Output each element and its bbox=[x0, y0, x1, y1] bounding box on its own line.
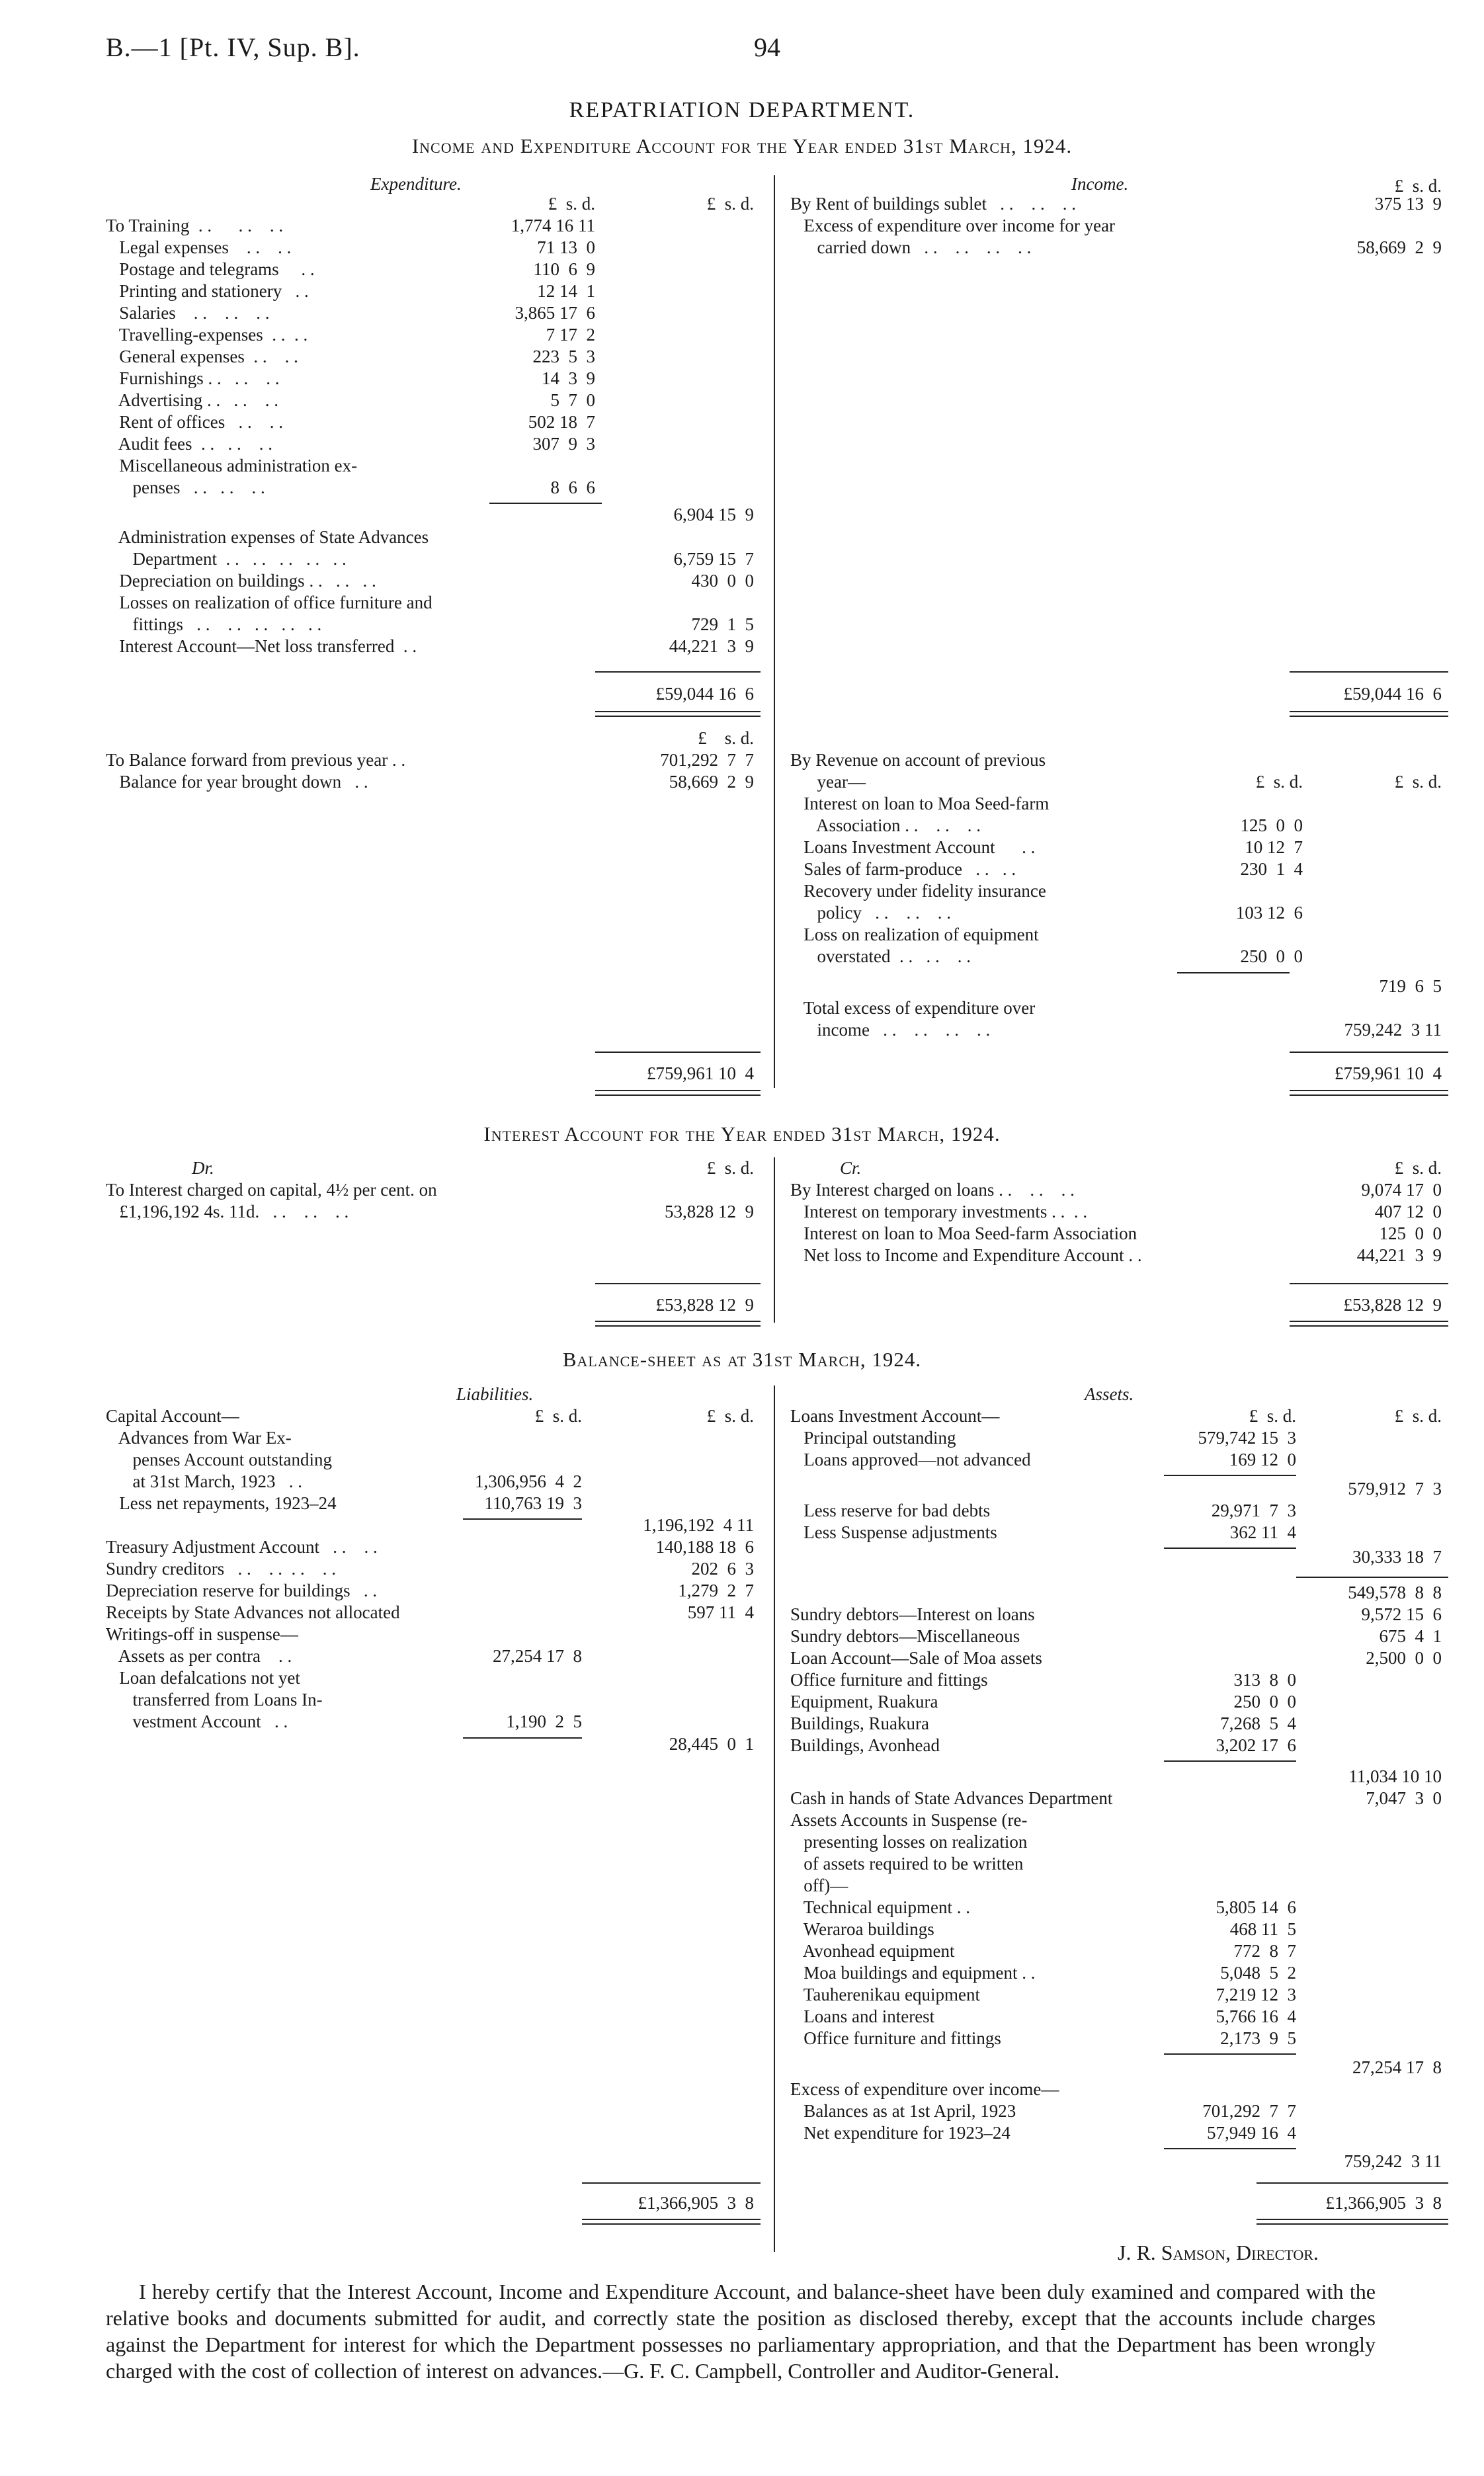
rule bbox=[489, 503, 602, 504]
asset-amount: 29,971 7 3 bbox=[1211, 1501, 1296, 1520]
rule bbox=[1257, 2182, 1448, 2184]
expenditure-heading: Expenditure. bbox=[370, 174, 462, 194]
liabilities-heading: Liabilities. bbox=[456, 1384, 534, 1404]
rule bbox=[595, 1283, 761, 1284]
liab-amount: 1,196,192 4 11 bbox=[643, 1515, 754, 1535]
asset-amount: 5,048 5 2 bbox=[1220, 1963, 1296, 1983]
liab-amount: 597 11 4 bbox=[687, 1602, 754, 1622]
double-rule bbox=[595, 1090, 761, 1096]
exp-total: £59,044 16 6 bbox=[655, 684, 754, 704]
interest-amount: 407 12 0 bbox=[1374, 1202, 1442, 1221]
exp-amount: 729 1 5 bbox=[691, 614, 754, 634]
asset-amount: 468 11 5 bbox=[1229, 1919, 1296, 1939]
liab-line: vestment Account . . bbox=[106, 1712, 288, 1731]
asset-line: Less Suspense adjustments bbox=[790, 1522, 997, 1542]
exp-line: Travelling-expenses . . . . bbox=[106, 325, 308, 345]
exp-subtotal: 6,904 15 9 bbox=[673, 505, 754, 524]
asset-amount: 579,912 7 3 bbox=[1348, 1479, 1442, 1499]
exp-line: Advertising . . . . . . bbox=[106, 390, 278, 410]
exp-amount: 6,759 15 7 bbox=[673, 549, 754, 569]
interest-line: Interest on loan to Moa Seed-farm Association bbox=[790, 1223, 1137, 1243]
exp-amount: 7 17 2 bbox=[546, 325, 595, 345]
asset-line: Office furniture and fittings bbox=[790, 2028, 1001, 2048]
liab-line: Capital Account— bbox=[106, 1406, 239, 1426]
exp-amount: 14 3 9 bbox=[542, 368, 595, 388]
rule bbox=[1290, 1283, 1448, 1284]
rule bbox=[1164, 2053, 1296, 2055]
double-rule bbox=[1257, 2219, 1448, 2225]
interest-title: Interest Account for the Year ended 31st March, 1924. bbox=[483, 1122, 1001, 1145]
revenue-line: Total excess of expenditure over bbox=[790, 998, 1036, 1018]
balance-line: Balance for year brought down . . bbox=[106, 772, 368, 792]
liab-line: Less net repayments, 1923–24 bbox=[106, 1493, 337, 1513]
interest-line: £1,196,192 4s. 11d. . . . . . . bbox=[106, 1202, 349, 1221]
revenue-amount: 125 0 0 bbox=[1240, 815, 1303, 835]
balance-line: To Balance forward from previous year . . bbox=[106, 750, 406, 770]
asset-amount: 9,572 15 6 bbox=[1361, 1604, 1442, 1624]
income-heading: Income. bbox=[1071, 174, 1129, 194]
exp-amount: 307 9 3 bbox=[532, 434, 595, 454]
asset-amount: 2,500 0 0 bbox=[1366, 1648, 1442, 1668]
liab-line: Sundry creditors . . . . . . . . bbox=[106, 1559, 336, 1579]
bf-units: £ s. d. bbox=[698, 728, 754, 748]
asset-amount: 362 11 4 bbox=[1229, 1522, 1296, 1542]
exp-line: fittings . . . . . . . . . . bbox=[106, 614, 322, 634]
exp-amount: 502 18 7 bbox=[528, 412, 595, 432]
rule bbox=[582, 2182, 761, 2184]
exp-amount: 8 6 6 bbox=[550, 477, 595, 497]
interest-line: Net loss to Income and Expenditure Account . . bbox=[790, 1245, 1142, 1265]
rule bbox=[1164, 2148, 1296, 2149]
exp-amount: 5 7 0 bbox=[550, 390, 595, 410]
revenue-line: Sales of farm-produce . . . . bbox=[790, 859, 1016, 879]
asset-line: Technical equipment . . bbox=[790, 1897, 971, 1917]
rule bbox=[1290, 1052, 1448, 1053]
bs-units: £ s. d. bbox=[1394, 1406, 1442, 1426]
asset-line: presenting losses on realization bbox=[790, 1832, 1028, 1852]
double-rule bbox=[1290, 1090, 1448, 1096]
liab-line: Advances from War Ex- bbox=[106, 1428, 292, 1448]
asset-amount: 57,949 16 4 bbox=[1207, 2123, 1296, 2143]
rule bbox=[595, 671, 761, 673]
bs-units: £ s. d. bbox=[706, 1406, 754, 1426]
exp-line: Audit fees . . . . . . bbox=[106, 434, 272, 454]
asset-amount: 27,254 17 8 bbox=[1352, 2057, 1442, 2077]
asset-line: Loans Investment Account— bbox=[790, 1406, 1000, 1426]
asset-amount: 250 0 0 bbox=[1233, 1692, 1296, 1712]
asset-amount: 313 8 0 bbox=[1233, 1670, 1296, 1690]
exp-line: Depreciation on buildings . . . . . . bbox=[106, 571, 376, 591]
interest-units: £ s. d. bbox=[706, 1158, 754, 1178]
rule bbox=[1296, 1577, 1448, 1578]
inc-total: £59,044 16 6 bbox=[1343, 684, 1442, 704]
interest-amount: 53,828 12 9 bbox=[665, 1202, 754, 1221]
exp-line: Losses on realization of office furniture and bbox=[106, 593, 433, 612]
exp-line: Salaries . . . . . . bbox=[106, 303, 270, 323]
revenue-line: Interest on loan to Moa Seed-farm bbox=[790, 794, 1050, 813]
inc-line: By Rent of buildings sublet . . . . . . bbox=[790, 194, 1076, 214]
revenue-line: Loans Investment Account . . bbox=[790, 837, 1036, 857]
exp-amount: 110 6 9 bbox=[533, 259, 595, 279]
rule bbox=[1164, 1475, 1296, 1476]
asset-line: Cash in hands of State Advances Department bbox=[790, 1788, 1113, 1808]
ie-column-divider bbox=[774, 175, 775, 1088]
liab-amount: 1,306,956 4 2 bbox=[475, 1471, 582, 1491]
inc-line: carried down . . . . . . . . bbox=[790, 237, 1032, 257]
balance-sheet-title: Balance-sheet as at 31st March, 1924. bbox=[562, 1348, 922, 1371]
liab-line: Loan defalcations not yet bbox=[106, 1668, 300, 1688]
asset-line: Weraroa buildings bbox=[790, 1919, 934, 1939]
revenue-units: £ s. d. bbox=[1394, 772, 1442, 792]
interest-right-total: £53,828 12 9 bbox=[1343, 1295, 1442, 1315]
exp-amount: 430 0 0 bbox=[691, 571, 754, 591]
liab-line: Depreciation reserve for buildings . . bbox=[106, 1581, 378, 1600]
interest-amount: 44,221 3 9 bbox=[1356, 1245, 1442, 1265]
asset-amount: 7,268 5 4 bbox=[1220, 1713, 1296, 1733]
exp-amount: 1,774 16 11 bbox=[511, 216, 595, 235]
exp-amount: 223 5 3 bbox=[532, 347, 595, 366]
liabilities-total: £1,366,905 3 8 bbox=[638, 2193, 754, 2213]
liab-line: Writings-off in suspense— bbox=[106, 1624, 298, 1644]
liab-amount: 140,188 18 6 bbox=[655, 1537, 754, 1557]
exp-line: Legal expenses . . . . bbox=[106, 237, 292, 257]
bs-divider bbox=[774, 1385, 775, 2252]
revenue-line: Loss on realization of equipment bbox=[790, 925, 1039, 944]
asset-line: Loans approved—not advanced bbox=[790, 1450, 1031, 1469]
asset-line: Net expenditure for 1923–24 bbox=[790, 2123, 1010, 2143]
exp-line: Printing and stationery . . bbox=[106, 281, 309, 301]
double-rule bbox=[595, 1321, 761, 1327]
asset-amount: 549,578 8 8 bbox=[1348, 1583, 1442, 1602]
asset-amount: 7,219 12 3 bbox=[1216, 1985, 1296, 2004]
interest-line: To Interest charged on capital, 4½ per cent. on bbox=[106, 1180, 437, 1200]
revenue-subtotal: 719 6 5 bbox=[1379, 976, 1442, 996]
liab-line: Receipts by State Advances not allocated bbox=[106, 1602, 400, 1622]
inc-line: Excess of expenditure over income for year bbox=[790, 216, 1116, 235]
exp-amount: 3,865 17 6 bbox=[515, 303, 595, 323]
liab-line: penses Account outstanding bbox=[106, 1450, 332, 1469]
asset-amount: 701,292 7 7 bbox=[1202, 2101, 1296, 2121]
exp-line: Miscellaneous administration ex- bbox=[106, 456, 358, 475]
exp-amount: 44,221 3 9 bbox=[669, 636, 754, 656]
exp-line: To Training . . . . . . bbox=[106, 216, 284, 235]
department-title: REPATRIATION DEPARTMENT. bbox=[569, 98, 915, 122]
exp-line: penses . . . . . . bbox=[106, 477, 265, 497]
liab-amount: 202 6 3 bbox=[691, 1559, 754, 1579]
rule bbox=[1177, 972, 1290, 973]
asset-amount: 169 12 0 bbox=[1229, 1450, 1296, 1469]
interest-amount: 9,074 17 0 bbox=[1361, 1180, 1442, 1200]
asset-amount: 11,034 10 10 bbox=[1348, 1766, 1442, 1786]
double-rule bbox=[1290, 711, 1448, 717]
exp-outer-units: £ s. d. bbox=[706, 194, 754, 214]
asset-line: Sundry debtors—Interest on loans bbox=[790, 1604, 1035, 1624]
inc-amount: 58,669 2 9 bbox=[1356, 237, 1442, 257]
exp-amount: 71 13 0 bbox=[537, 237, 595, 257]
asset-amount: 675 4 1 bbox=[1379, 1626, 1442, 1646]
liab-amount: 27,254 17 8 bbox=[493, 1646, 582, 1666]
double-rule bbox=[582, 2219, 761, 2225]
revenue-amount: 250 0 0 bbox=[1240, 946, 1303, 966]
asset-amount: 2,173 9 5 bbox=[1220, 2028, 1296, 2048]
exp-line: Administration expenses of State Advances bbox=[106, 527, 429, 547]
asset-line: off)— bbox=[790, 1876, 848, 1895]
liab-amount: 110,763 19 3 bbox=[484, 1493, 582, 1513]
asset-amount: 5,766 16 4 bbox=[1216, 2006, 1296, 2026]
exp-line: Furnishings . . . . . . bbox=[106, 368, 280, 388]
revenue-amount: £ s. d. bbox=[1255, 772, 1303, 792]
asset-line: Principal outstanding bbox=[790, 1428, 956, 1448]
inc-amount: 375 13 9 bbox=[1374, 194, 1442, 214]
asset-amount: 759,242 3 11 bbox=[1344, 2151, 1442, 2171]
asset-amount: 3,202 17 6 bbox=[1216, 1735, 1296, 1755]
interest-units: £ s. d. bbox=[1394, 1158, 1442, 1178]
revenue-amount: 103 12 6 bbox=[1235, 903, 1303, 923]
assets-heading: Assets. bbox=[1085, 1384, 1134, 1404]
rule bbox=[463, 1518, 582, 1520]
asset-line: Office furniture and fittings bbox=[790, 1670, 988, 1690]
bs-units: £ s. d. bbox=[534, 1406, 582, 1426]
asset-line: Avonhead equipment bbox=[790, 1941, 955, 1961]
asset-amount: 772 8 7 bbox=[1233, 1941, 1296, 1961]
asset-line: Tauherenikau equipment bbox=[790, 1985, 981, 2004]
exp-line: Postage and telegrams . . bbox=[106, 259, 315, 279]
asset-amount: 7,047 3 0 bbox=[1366, 1788, 1442, 1808]
revenue-line: Recovery under fidelity insurance bbox=[790, 881, 1046, 901]
asset-amount: 5,805 14 6 bbox=[1216, 1897, 1296, 1917]
exp-amount: 12 14 1 bbox=[537, 281, 595, 301]
asset-line: Buildings, Avonhead bbox=[790, 1735, 940, 1755]
interest-line: Interest on temporary investments . . . . bbox=[790, 1202, 1088, 1221]
rule bbox=[595, 1052, 761, 1053]
revenue-line: policy . . . . . . bbox=[790, 903, 951, 923]
revenue-line: overstated . . . . . . bbox=[790, 946, 971, 966]
exp-line: General expenses . . . . bbox=[106, 347, 298, 366]
balance-right-total: £759,961 10 4 bbox=[1335, 1063, 1442, 1083]
interest-line: By Interest charged on loans . . . . . . bbox=[790, 1180, 1075, 1200]
rule bbox=[1164, 1760, 1296, 1762]
liab-amount: 1,279 2 7 bbox=[678, 1581, 754, 1600]
balance-amount: 58,669 2 9 bbox=[669, 772, 754, 792]
rule bbox=[463, 1737, 582, 1739]
liab-line: transferred from Loans In- bbox=[106, 1690, 323, 1710]
balance-amount: 701,292 7 7 bbox=[660, 750, 754, 770]
page-number: 94 bbox=[754, 32, 780, 62]
exp-line: Department . . . . . . . . . . bbox=[106, 549, 347, 569]
asset-line: Moa buildings and equipment . . bbox=[790, 1963, 1036, 1983]
director-signature: J. R. Samson, Director. bbox=[1118, 2241, 1319, 2264]
excess-amount: 759,242 3 11 bbox=[1344, 1020, 1442, 1040]
liab-line: at 31st March, 1923 . . bbox=[106, 1471, 302, 1491]
asset-line: Loans and interest bbox=[790, 2006, 935, 2026]
writeoff-total: 28,445 0 1 bbox=[669, 1734, 754, 1754]
rule bbox=[1290, 671, 1448, 673]
asset-amount: 30,333 18 7 bbox=[1352, 1547, 1442, 1567]
asset-line: Buildings, Ruakura bbox=[790, 1713, 929, 1733]
interest-amount: 125 0 0 bbox=[1379, 1223, 1442, 1243]
revenue-amount: 230 1 4 bbox=[1240, 859, 1303, 879]
interest-divider bbox=[774, 1157, 775, 1323]
audit-certificate: I hereby certify that the Interest Account, Income and Expenditure Account, and balance-sheet have been duly examined and compared with the relative books and documents submitted for audit, and correctly state the position as disclosed thereby, except that the accounts include charges against the Department for interest for which the Department possesses no parliamentary appropriation, and that the Department has been wrongly charged with the cost of collection of interest on advances.—G. F. C. Campbell, Controller and Auditor-General. bbox=[106, 2280, 1376, 2383]
asset-line: Excess of expenditure over income— bbox=[790, 2079, 1059, 2099]
assets-total: £1,366,905 3 8 bbox=[1325, 2193, 1442, 2213]
balance-left-total: £759,961 10 4 bbox=[647, 1063, 754, 1083]
asset-line: Sundry debtors—Miscellaneous bbox=[790, 1626, 1020, 1646]
liab-line: Treasury Adjustment Account . . . . bbox=[106, 1537, 378, 1557]
liab-amount: 1,190 2 5 bbox=[506, 1712, 582, 1731]
series-reference: B.—1 [Pt. IV, Sup. B]. bbox=[106, 32, 360, 62]
inc-units: £ s. d. bbox=[1394, 176, 1442, 196]
cr-label: Cr. bbox=[840, 1158, 862, 1178]
liab-line: Assets as per contra . . bbox=[106, 1646, 292, 1666]
asset-line: Less reserve for bad debts bbox=[790, 1501, 991, 1520]
income-expenditure-title: Income and Expenditure Account for the Year ended 31st March, 1924. bbox=[411, 134, 1073, 157]
dr-label: Dr. bbox=[192, 1158, 214, 1178]
double-rule bbox=[1290, 1321, 1448, 1327]
exp-line: Interest Account—Net loss transferred . . bbox=[106, 636, 417, 656]
revenue-line: income . . . . . . . . bbox=[790, 1020, 991, 1040]
asset-line: Assets Accounts in Suspense (re- bbox=[790, 1810, 1028, 1830]
revenue-line: By Revenue on account of previous bbox=[790, 750, 1046, 770]
interest-left-total: £53,828 12 9 bbox=[655, 1295, 754, 1315]
bs-units: £ s. d. bbox=[1249, 1406, 1296, 1426]
asset-amount: 579,742 15 3 bbox=[1198, 1428, 1296, 1448]
asset-line: Balances as at 1st April, 1923 bbox=[790, 2101, 1016, 2121]
revenue-line: year— bbox=[790, 772, 866, 792]
double-rule bbox=[595, 711, 761, 717]
revenue-line: Association . . . . . . bbox=[790, 815, 981, 835]
exp-line: Rent of offices . . . . bbox=[106, 412, 283, 432]
asset-line: of assets required to be written bbox=[790, 1854, 1024, 1874]
asset-line: Loan Account—Sale of Moa assets bbox=[790, 1648, 1042, 1668]
revenue-amount: 10 12 7 bbox=[1245, 837, 1303, 857]
asset-line: Equipment, Ruakura bbox=[790, 1692, 938, 1712]
exp-inner-units: £ s. d. bbox=[548, 194, 595, 214]
